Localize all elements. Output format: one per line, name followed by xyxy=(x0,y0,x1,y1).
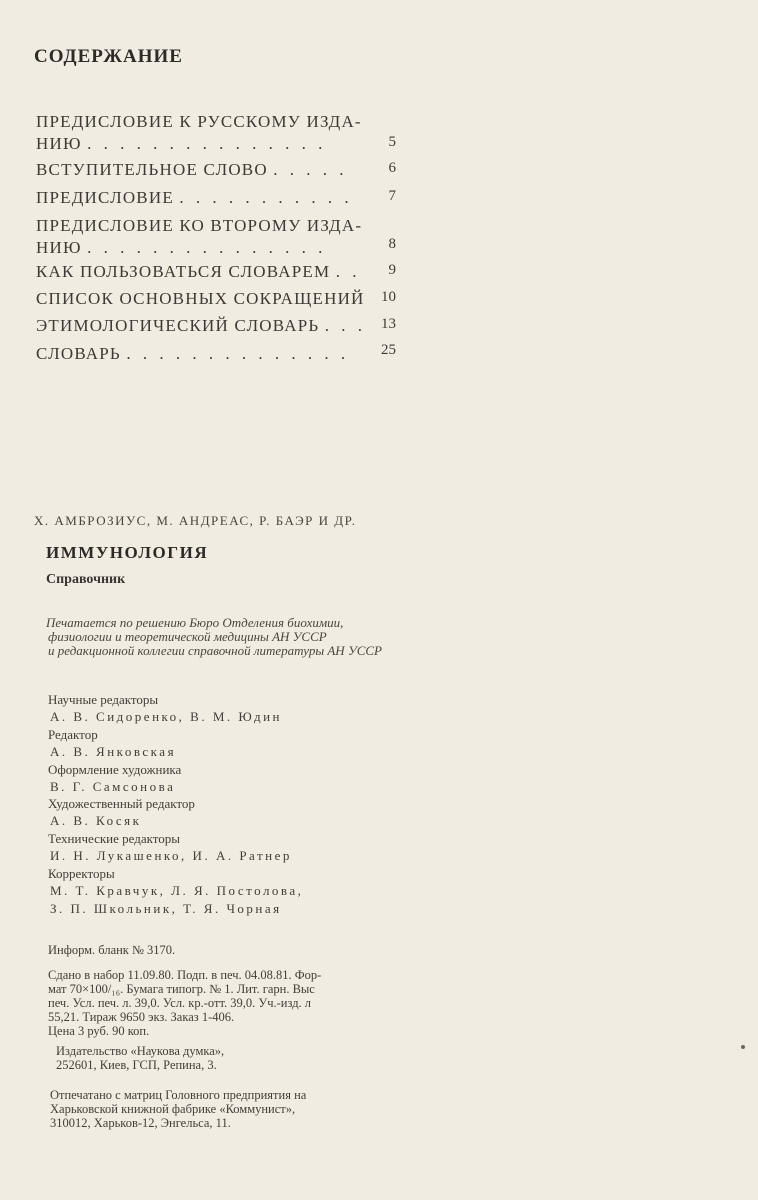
toc-page-number: 10 xyxy=(381,289,396,305)
credit-name: М. Т. Кравчук, Л. Я. Постолова, xyxy=(50,883,304,898)
credit-block xyxy=(48,796,195,830)
toc-entry xyxy=(36,216,396,256)
printer-line: Харьковской книжной фабрике «Коммунист», xyxy=(50,1102,296,1116)
toc-page-number: 9 xyxy=(388,262,396,278)
credit-role: Редактор xyxy=(48,727,98,742)
publication-decision xyxy=(46,616,446,658)
toc-entry xyxy=(36,344,396,366)
credit-name: З. П. Школьник, Т. Я. Чорная xyxy=(50,901,282,916)
book-subtitle: Справочник xyxy=(46,572,126,587)
toc-entry-title: ПРЕДИСЛОВИЕ КО ВТОРОМУ ИЗДА- xyxy=(36,216,363,235)
authors-line: Х. АМБРОЗИУС, М. АНДРЕАС, Р. БАЭР И ДР. xyxy=(34,513,357,528)
paper-speck xyxy=(741,1045,745,1049)
toc-entry xyxy=(36,112,396,152)
credit-name: А. В. Янковская xyxy=(50,744,177,759)
toc-entry-title: ПРЕДИСЛОВИЕ К РУССКОМУ ИЗДА- xyxy=(36,112,362,131)
credit-role: Художественный редактор xyxy=(48,796,195,811)
production-line: 55,21. Тираж 9650 экз. Заказ 1-406. xyxy=(48,1010,235,1024)
publisher-line: 252601, Киев, ГСП, Репина, 3. xyxy=(56,1058,217,1072)
credit-name: А. В. Сидоренко, В. М. Юдин xyxy=(50,709,282,724)
credit-name: А. В. Косяк xyxy=(50,813,142,828)
credit-block xyxy=(48,831,292,865)
toc-entry-title: СПИСОК ОСНОВНЫХ СОКРАЩЕНИЙ xyxy=(36,289,365,308)
printer-line: Отпечатано с матриц Головного предприятия на xyxy=(50,1088,307,1102)
toc-entry-title: ЭТИМОЛОГИЧЕСКИЙ СЛОВАРЬ . . . xyxy=(36,316,367,335)
toc-page-number: 25 xyxy=(381,342,396,358)
toc-entry xyxy=(36,316,396,338)
toc-entry xyxy=(36,289,396,311)
printer-info xyxy=(50,1088,306,1130)
credit-block xyxy=(48,727,176,761)
credit-role: Оформление художника xyxy=(48,762,182,777)
toc-page-number: 7 xyxy=(388,188,396,204)
toc-page-number: 6 xyxy=(388,160,396,176)
printer-line: 310012, Харьков-12, Энгельса, 11. xyxy=(50,1116,231,1130)
toc-entry xyxy=(36,160,396,182)
toc-entry-continuation: НИЮ . . . . . . . . . . . . . . . xyxy=(36,238,327,257)
inform-blank: Информ. бланк № 3170. xyxy=(48,943,176,957)
credit-name: И. Н. Лукашенко, И. А. Ратнер xyxy=(50,848,292,863)
production-line: мат 70×100/₁₆. Бумага типогр. № 1. Лит. гарн. Выс xyxy=(48,982,315,996)
toc-page-number: 5 xyxy=(388,134,396,150)
credit-block xyxy=(48,692,282,726)
toc-entry xyxy=(36,188,396,210)
credit-role: Научные редакторы xyxy=(48,692,159,707)
decision-line: физиологии и теоретической медицины АН УССР xyxy=(48,629,327,644)
toc-entry-title: ВСТУПИТЕЛЬНОЕ СЛОВО . . . . . xyxy=(36,160,348,179)
credit-name: В. Г. Самсонова xyxy=(50,779,176,794)
production-line: Сдано в набор 11.09.80. Подп. в печ. 04.08.81. Фор- xyxy=(48,968,322,982)
publisher-info xyxy=(56,1044,224,1072)
production-line: Цена 3 руб. 90 коп. xyxy=(48,1024,150,1038)
toc-entry-title: ПРЕДИСЛОВИЕ . . . . . . . . . . . xyxy=(36,188,353,207)
toc-title: СОДЕРЖАНИЕ xyxy=(34,46,183,67)
toc-page-number: 13 xyxy=(381,316,396,332)
credit-block xyxy=(48,866,303,918)
decision-line: Печатается по решению Бюро Отделения биохимии, xyxy=(46,615,344,630)
toc-entry-title: КАК ПОЛЬЗОВАТЬСЯ СЛОВАРЕМ . . xyxy=(36,262,361,281)
toc-page-number: 8 xyxy=(388,236,396,252)
credit-block xyxy=(48,762,181,796)
credit-role: Технические редакторы xyxy=(48,831,181,846)
toc-entry xyxy=(36,262,396,284)
decision-line: и редакционной коллегии справочной литературы АН УССР xyxy=(48,643,382,658)
production-details xyxy=(48,968,321,1038)
book-title: ИММУНОЛОГИЯ xyxy=(46,543,209,562)
credit-role: Корректоры xyxy=(48,866,115,881)
production-line: печ. Усл. печ. л. 39,0. Усл. кр.-отт. 39,0. Уч.-изд. л xyxy=(48,996,312,1010)
publisher-line: Издательство «Наукова думка», xyxy=(56,1044,225,1058)
toc-entry-title: СЛОВАРЬ . . . . . . . . . . . . . . xyxy=(36,344,350,363)
toc-entry-continuation: НИЮ . . . . . . . . . . . . . . . xyxy=(36,134,327,153)
